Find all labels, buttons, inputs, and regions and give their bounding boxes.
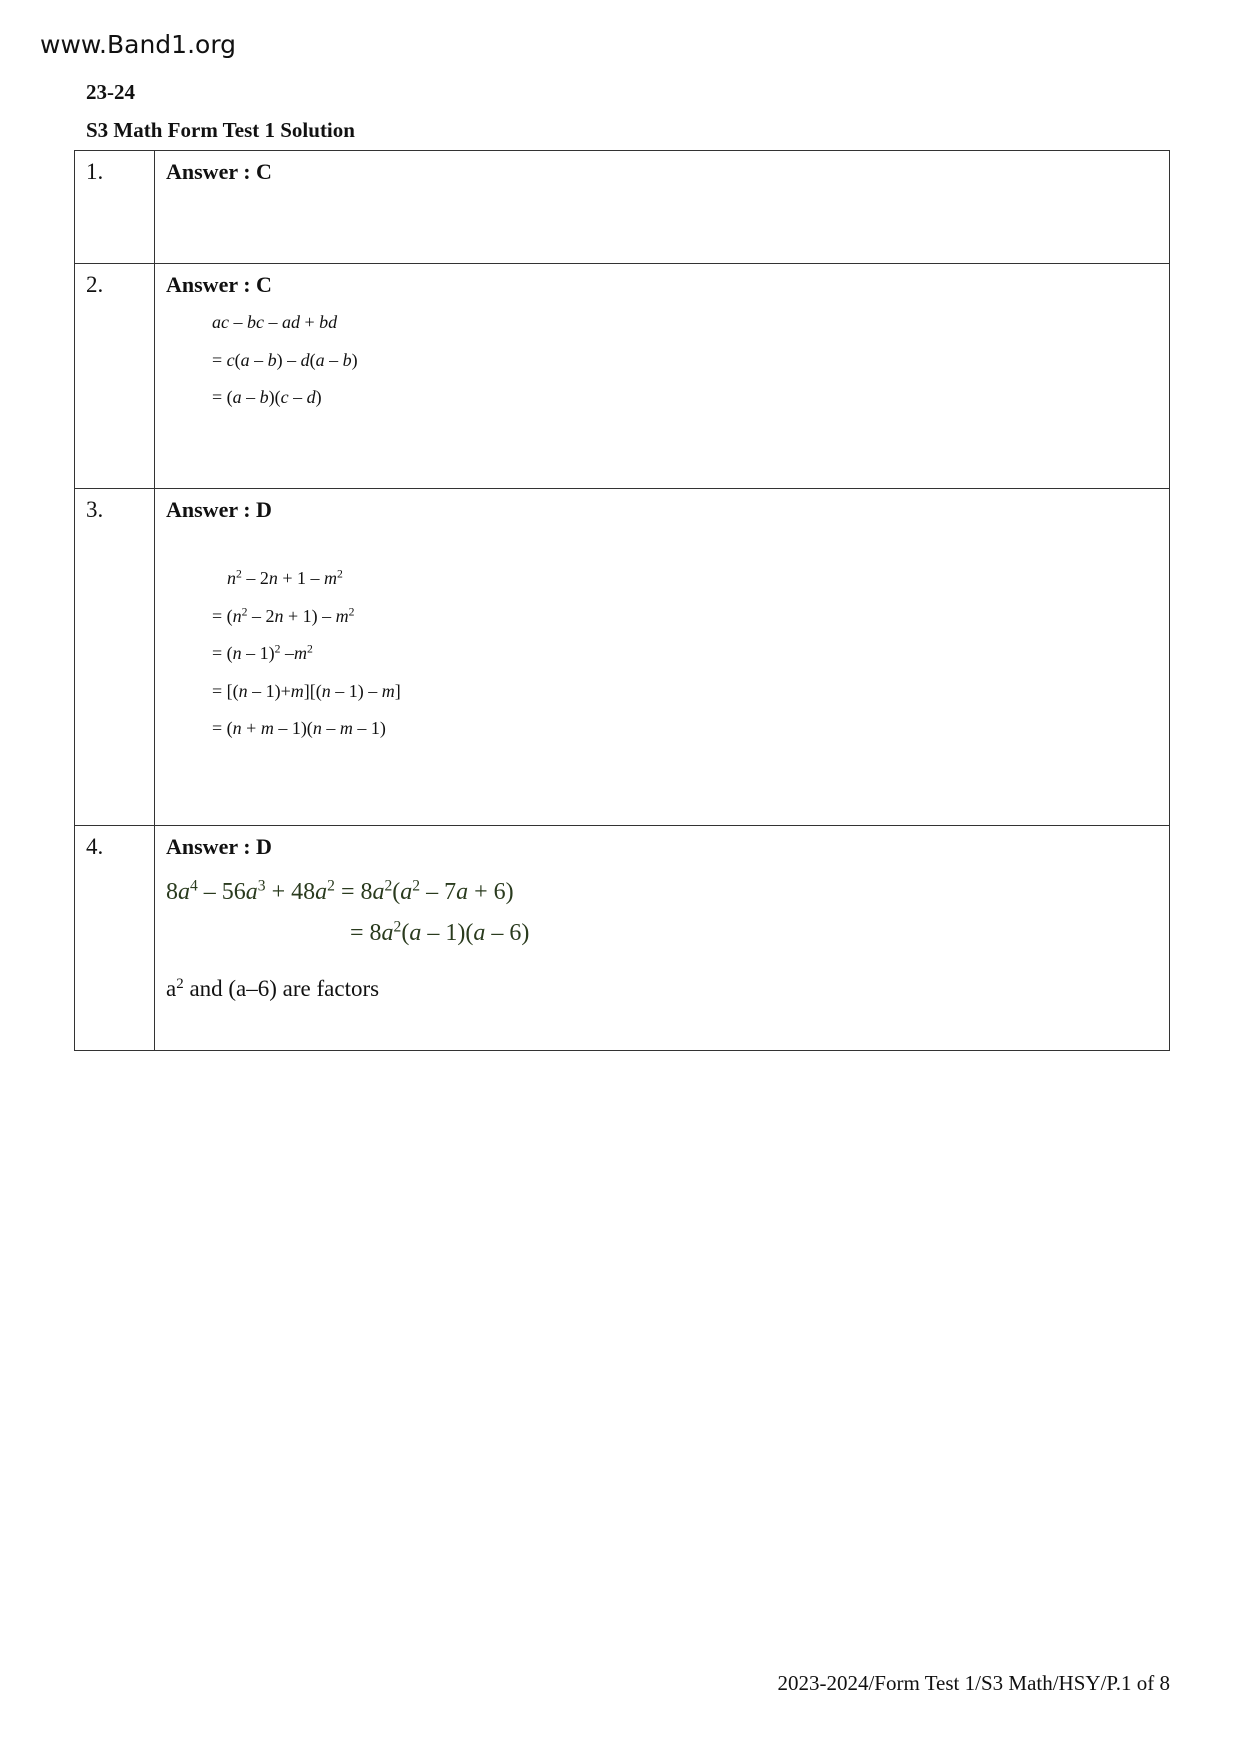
question-row-3 xyxy=(75,489,1170,826)
page-footer: 2023-2024/Form Test 1/S3 Math/HSY/P.1 of 8 xyxy=(777,1671,1170,1695)
answer-label: Answer : D xyxy=(166,834,272,859)
working-line: = (n + m – 1)(n – m – 1) xyxy=(212,718,386,738)
working-steps xyxy=(212,304,1169,417)
school-year: 23-24 xyxy=(86,80,135,104)
factor-note-text: and (a–6) are factors xyxy=(183,976,380,1001)
working-line: $8a^4 - 56a^3 + 48a^2 = 8a^2(a^2 - 7a + 6)$ xyxy=(166,877,514,905)
answer-label: Answer : C xyxy=(166,159,272,184)
working-line: = c(a – b) – d(a – b) xyxy=(212,349,358,370)
working-line: = (n – 1)$^2$ $-m^2$ xyxy=(212,642,313,663)
question-row-4 xyxy=(75,826,1170,1051)
working-steps xyxy=(212,560,1169,748)
working-line: = $(n^2 - 2n + 1) - m^2$ xyxy=(212,605,355,626)
question-content xyxy=(155,826,1170,1051)
working-line: $n^2 - 2n + 1 - m^2$ xyxy=(227,567,343,588)
question-number: 2. xyxy=(75,264,155,489)
site-watermark: www.Band1.org xyxy=(40,30,237,59)
answer-label: Answer : C xyxy=(166,272,272,297)
working-line: = [(n – 1)+m][(n – 1) – m] xyxy=(212,680,401,701)
working-steps xyxy=(166,872,1169,954)
question-content xyxy=(155,151,1170,264)
factor-note: $a^2$ and (a–6) are factors xyxy=(166,975,380,1001)
document-title: S3 Math Form Test 1 Solution xyxy=(86,118,355,142)
question-number: 4. xyxy=(75,826,155,1051)
question-number: 3. xyxy=(75,489,155,826)
answer-label: Answer : D xyxy=(166,497,272,522)
question-row-1 xyxy=(75,151,1170,264)
working-line: = $8a^2(a - 1)(a - 6)$ xyxy=(350,918,530,946)
question-content xyxy=(155,264,1170,489)
question-content xyxy=(155,489,1170,826)
solution-table xyxy=(74,150,1170,1051)
question-row-2 xyxy=(75,264,1170,489)
working-line: ac – bc – ad + bd xyxy=(212,312,338,332)
working-line: = (a – b)(c – d) xyxy=(212,387,322,407)
question-number: 1. xyxy=(75,151,155,264)
